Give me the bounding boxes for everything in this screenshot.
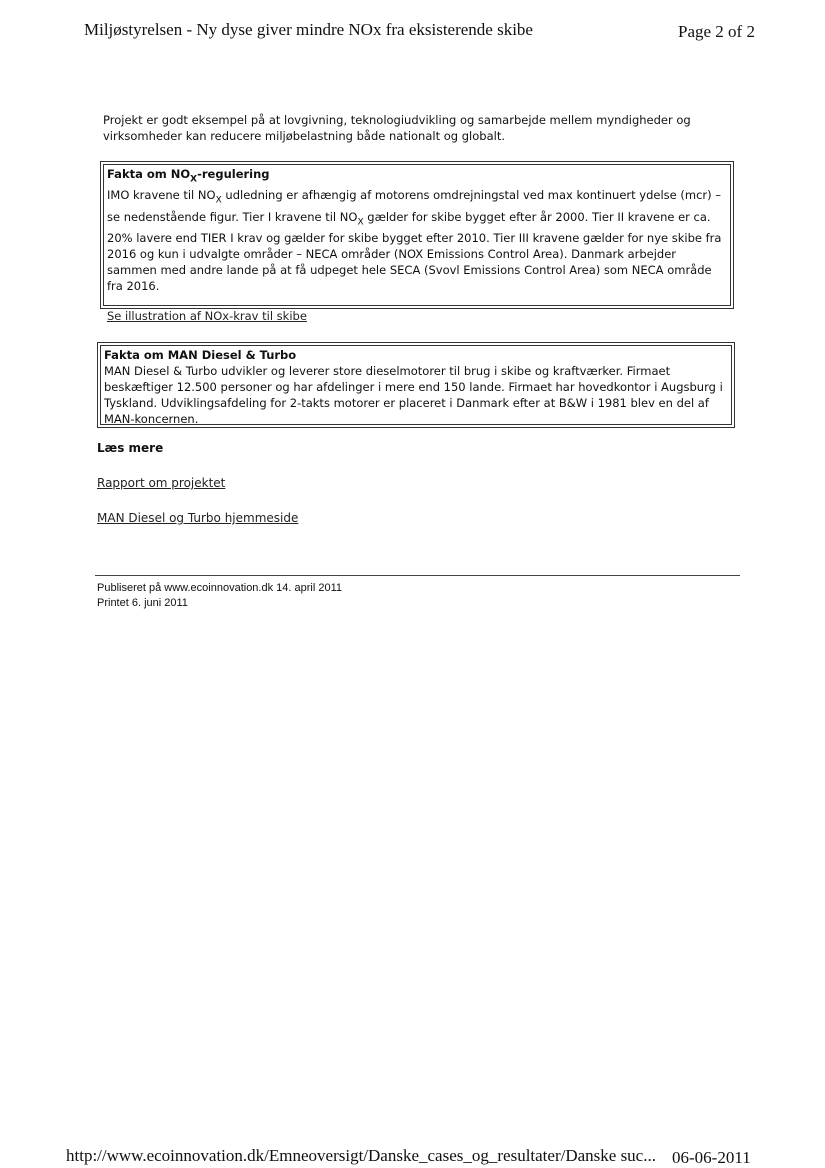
page-header-title: Miljøstyrelsen - Ny dyse giver mindre NOx fra eksisterende skibe	[84, 20, 533, 39]
man-box-title: Fakta om MAN Diesel & Turbo	[104, 348, 297, 362]
intro-paragraph: Projekt er godt eksempel på at lovgivning, teknologiudvikling og samarbejde mellem myndigheder og virksomheder kan reducere miljøbelastning både nationalt og globalt.	[103, 113, 691, 143]
read-more-heading: Læs mere	[97, 441, 164, 455]
publication-info	[97, 581, 342, 611]
nox-box-text: IMO kravene til $NO_X$ udledning er afhængig af motorens omdrejningstal ved max kontinuert ydelse (mcr) – se nedenstående figur. Tier I kravene til $NO_X$ gælder for skibe bygget efter år 2000. Tier II kravene er ca. 20% lavere end TIER I krav og gælder for skibe bygget efter 2010. Tier III kravene gælder for nye skibe fra 2016 og kun i udvalgte områder – NECA områder (NOX Emissions Control Area). Danmark arbejder sammen med andre lande på at få udpeget hele SECA (Svovl Emissions Control Area) som NECA område fra 2016.	[107, 188, 722, 293]
man-box-text: MAN Diesel & Turbo udvikler og leverer store dieselmotorer til brug i skibe og kraftværker. Firmaet beskæftiger 12.500 personer og har afdelinger i mere end 150 lande. Firmaet har hovedkontor i Augsburg i Tyskland. Udviklingsafdeling for 2-takts motorer er placeret i Danmark efter at B&W i 1981 blev en del af MAN-koncernen.	[104, 364, 723, 426]
nox-illustration-link[interactable]: Se illustration af NOx-krav til skibe	[107, 308, 307, 323]
divider	[95, 575, 740, 576]
nox-box-title: Fakta om $NO_X$-regulering	[107, 167, 270, 185]
project-report-link[interactable]: Rapport om projektet	[97, 476, 226, 490]
print-url: http://www.ecoinnovation.dk/Emneoversigt/Danske_cases_og_resultater/Danske suc...	[66, 1146, 656, 1165]
published-line: Publiseret på www.ecoinnovation.dk 14. april 2011	[97, 582, 343, 594]
nox-fact-box	[103, 164, 731, 323]
print-date: 06-06-2011	[672, 1148, 751, 1167]
printed-line: Printet 6. juni 2011	[97, 597, 188, 609]
man-homepage-link[interactable]: MAN Diesel og Turbo hjemmeside	[97, 511, 299, 525]
page-number: Page 2 of 2	[678, 22, 755, 41]
man-fact-box	[100, 345, 732, 425]
